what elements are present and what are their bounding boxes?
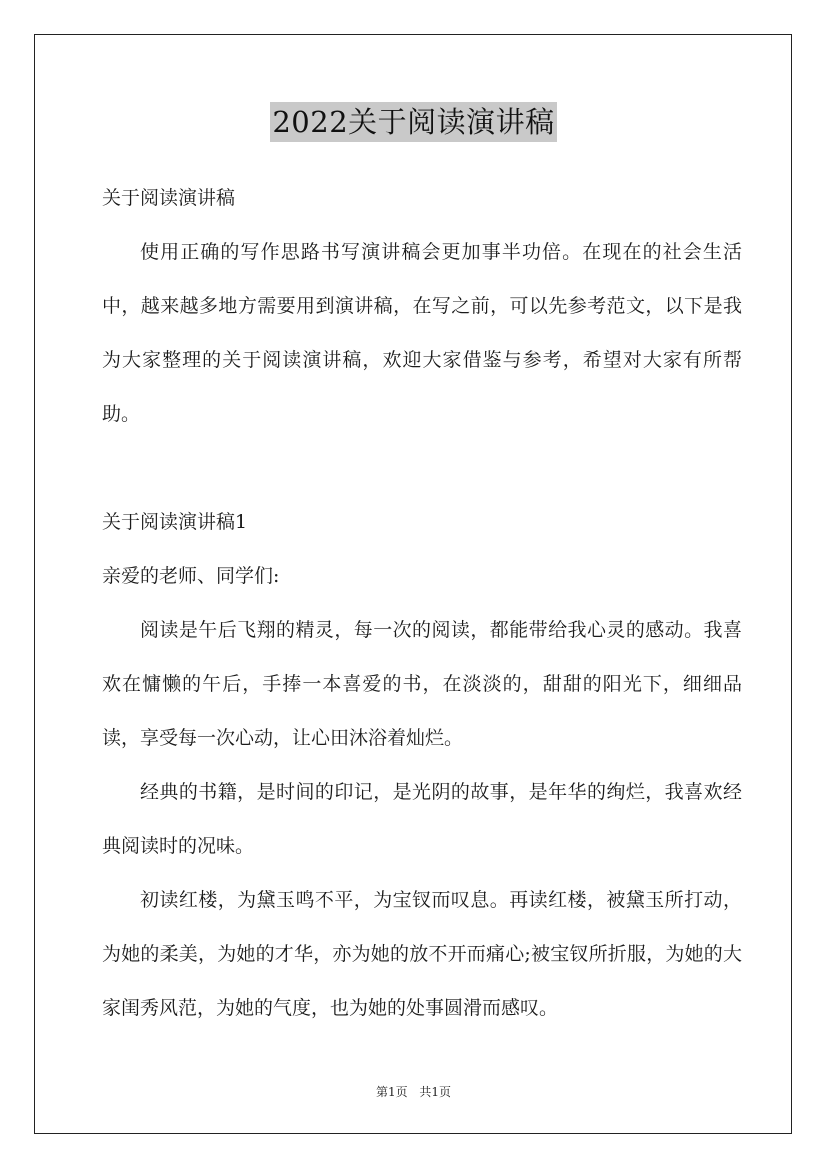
body-paragraph-1: 阅读是午后飞翔的精灵，每一次的阅读，都能带给我心灵的感动。我喜欢在慵懒的午后，手捧一本喜爱的书，在淡淡的，甜甜的阳光下，细细品读，享受每一次心动，让心田沐浴着灿烂。 [102,619,742,749]
document-title: 2022关于阅读演讲稿 [270,102,556,142]
intro-paragraph: 使用正确的写作思路书写演讲稿会更加事半功倍。在现在的社会生活中，越来越多地方需要用到演讲稿，在写之前，可以先参考范文，以下是我为大家整理的关于阅读演讲稿，欢迎大家借鉴与参考，希望对大家有所帮助。 [102,241,742,425]
body-paragraph-2: 经典的书籍，是时间的印记，是光阴的故事，是年华的绚烂，我喜欢经典阅读时的况味。 [102,781,742,857]
page-total: 共1页 [419,1085,452,1099]
title-container [0,102,827,142]
section-heading: 关于阅读演讲稿1 [102,511,248,533]
section-spacer [102,441,742,495]
page-footer [0,1083,827,1101]
intro-heading: 关于阅读演讲稿 [102,187,236,209]
salutation: 亲爱的老师、同学们: [102,565,280,587]
document-body [102,171,742,1035]
body-paragraph-3: 初读红楼，为黛玉鸣不平，为宝钗而叹息。再读红楼，被黛玉所打动，为她的柔美，为她的才华，亦为她的放不开而痛心;被宝钗所折服，为她的大家闺秀风范，为她的气度，也为她的处事圆滑而感叹。 [102,889,742,1019]
page-number: 第1页 [375,1085,408,1099]
